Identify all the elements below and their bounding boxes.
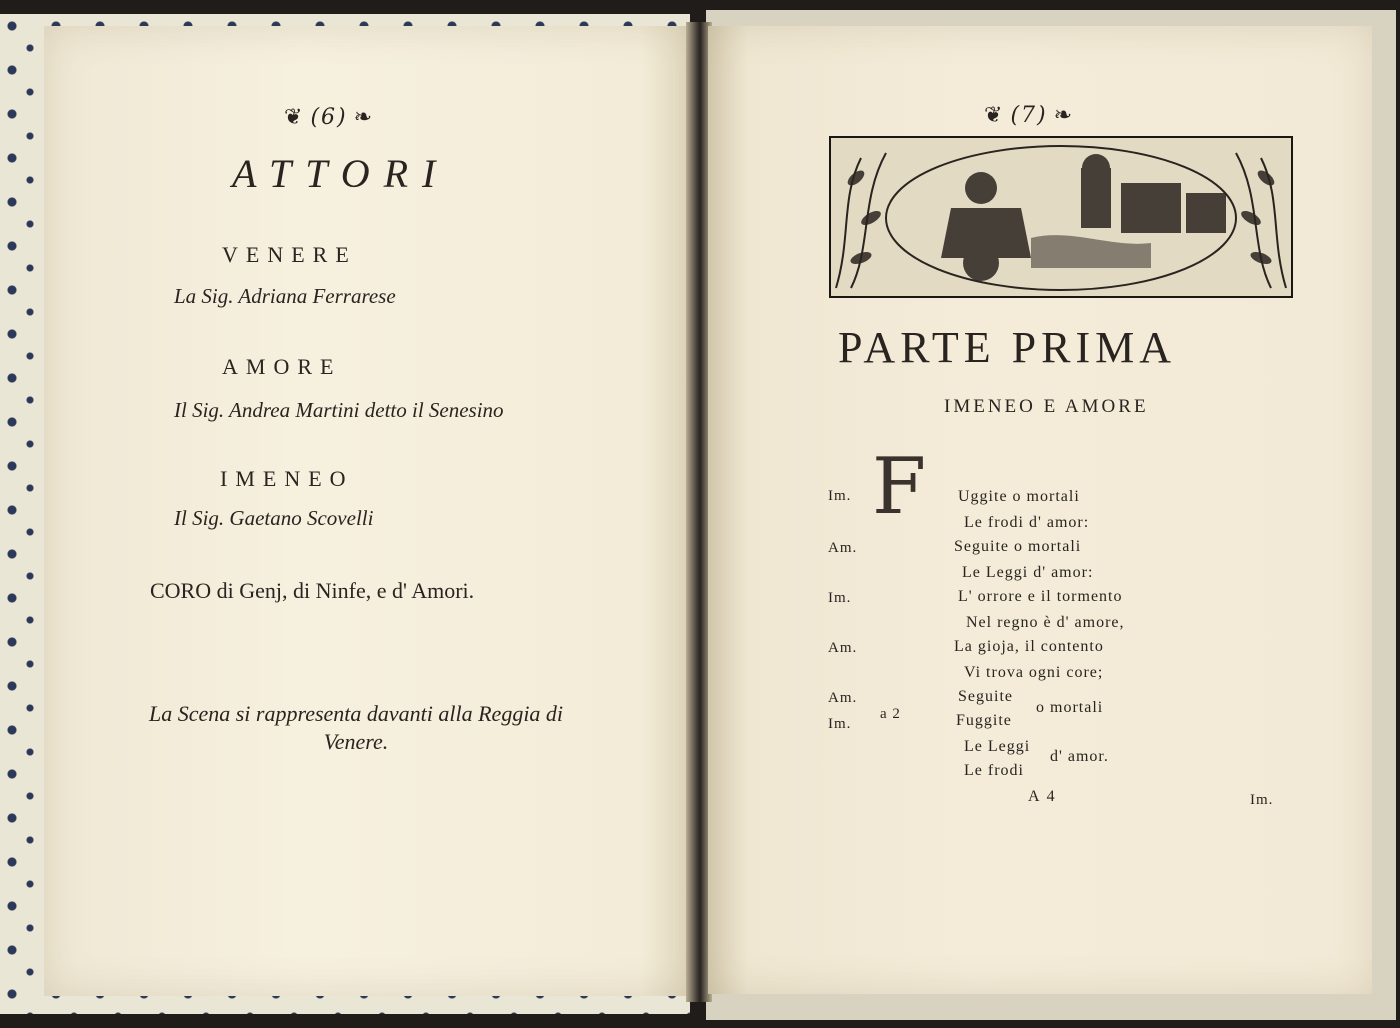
verse-line: Nel regno è d' amore, xyxy=(966,614,1125,631)
verse-line: Uggite o mortali xyxy=(958,488,1080,505)
verse-line: L' orrore e il tormento xyxy=(958,588,1123,605)
ornament-icon: ❦ xyxy=(284,105,305,130)
chorus-line: CORO di Genj, di Ninfe, e d' Amori. xyxy=(150,578,475,603)
cast-actor: Il Sig. Andrea Martini detto il Senesino xyxy=(174,398,504,422)
verse-line: Seguite o mortali xyxy=(954,538,1082,555)
ornament-icon: ❧ xyxy=(353,105,375,130)
cast-role: IMENEO xyxy=(220,466,354,491)
verse-line: d' amor. xyxy=(1050,748,1109,765)
left-page-number: 6 xyxy=(321,105,338,130)
right-page-header: ❦ (7) ❧ xyxy=(984,103,1075,128)
verse-line: Le Leggi xyxy=(964,738,1031,755)
duet-marker: a 2 xyxy=(880,706,901,722)
verse-line: Seguite xyxy=(958,688,1013,705)
right-page-number: 7 xyxy=(1021,103,1038,128)
speaker-label: Am. xyxy=(828,540,858,556)
ornament-icon: ❧ xyxy=(1053,103,1075,128)
part-heading: PARTE PRIMA xyxy=(838,323,1177,372)
part-subheading: IMENEO E AMORE xyxy=(944,396,1149,417)
signature-mark: A 4 xyxy=(1028,788,1057,805)
speaker-label: Am. xyxy=(828,640,858,656)
woodcut-headpiece-illustration xyxy=(829,136,1293,298)
scene-note: La Scena si rappresenta davanti alla Reggia di Venere. xyxy=(148,701,564,754)
verse-line: La gioja, il contento xyxy=(954,638,1104,655)
speaker-label: Im. xyxy=(828,488,852,504)
cast-role: VENERE xyxy=(222,242,357,267)
dropcap-letter: F xyxy=(872,442,927,532)
speaker-label: Im. xyxy=(828,716,852,732)
verse-line: Fuggite xyxy=(956,712,1012,729)
verse-line: Le frodi d' amor: xyxy=(964,514,1090,531)
ornament-icon: ❦ xyxy=(984,103,1005,128)
attori-title: ATTORI xyxy=(232,151,450,196)
cast-actor: La Sig. Adriana Ferrarese xyxy=(174,284,396,308)
left-page-header: ❦ (6) ❧ xyxy=(284,105,375,130)
cast-actor: Il Sig. Gaetano Scovelli xyxy=(174,506,374,530)
verse-line: Le Leggi d' amor: xyxy=(962,564,1094,581)
verse-line: Vi trova ogni core; xyxy=(964,664,1104,681)
verse-line: Le frodi xyxy=(964,762,1024,779)
cast-role: AMORE xyxy=(222,354,342,379)
catchword: Im. xyxy=(1250,792,1274,808)
speaker-label: Im. xyxy=(828,590,852,606)
verse-line: o mortali xyxy=(1036,699,1104,716)
woodcut-engraving-icon xyxy=(831,138,1291,296)
speaker-label: Am. xyxy=(828,690,858,706)
